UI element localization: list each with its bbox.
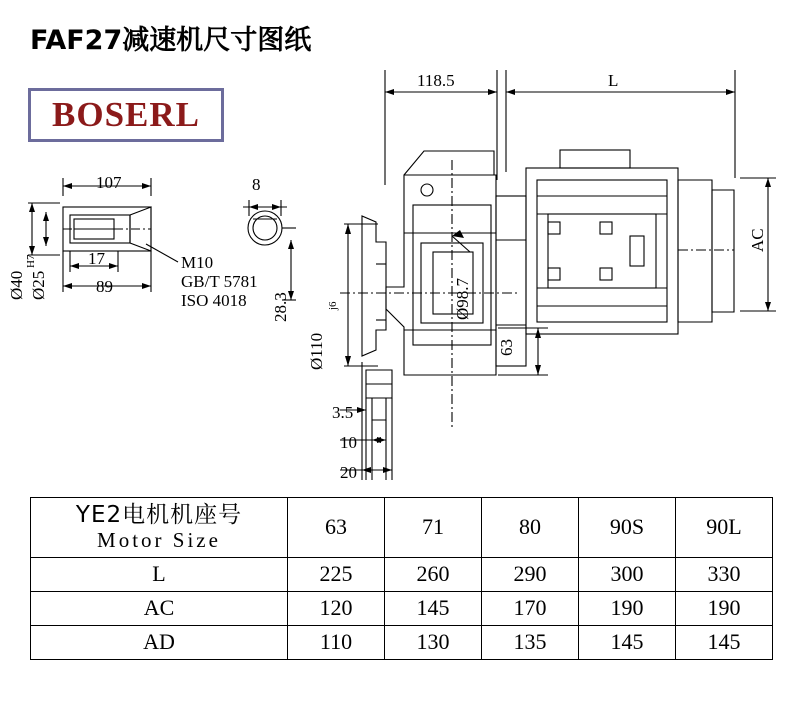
dim-L: L: [608, 71, 619, 90]
row-label-AD: AD: [31, 625, 288, 659]
cell-AD-0: 110: [288, 625, 385, 659]
cell-L-2: 290: [482, 557, 579, 591]
dim-8: 8: [252, 175, 261, 194]
row-label-AC: AC: [31, 591, 288, 625]
motor-size-3: 90S: [579, 498, 676, 558]
cell-AD-1: 130: [385, 625, 482, 659]
dim-d25: Ø25: [29, 270, 48, 300]
dim-j6: j6: [327, 301, 339, 310]
dim-98-7: Ø98.7: [453, 277, 472, 320]
dim-17: 17: [88, 249, 105, 268]
dim-107: 107: [96, 173, 122, 192]
cell-L-0: 225: [288, 557, 385, 591]
dim-iso: ISO 4018: [181, 291, 247, 310]
motor-size-0: 63: [288, 498, 385, 558]
dim-d40: Ø40: [7, 270, 26, 300]
cell-AD-2: 135: [482, 625, 579, 659]
cell-L-3: 300: [579, 557, 676, 591]
dim-110: Ø110: [307, 332, 326, 370]
table-row: [31, 625, 773, 659]
dim-28-3: 28.3: [271, 292, 290, 322]
cell-AC-4: 190: [676, 591, 773, 625]
dim-20: 20: [340, 463, 357, 482]
cell-AC-1: 145: [385, 591, 482, 625]
cell-AD-3: 145: [579, 625, 676, 659]
table-row: [31, 557, 773, 591]
cell-AC-3: 190: [579, 591, 676, 625]
dim-10: 10: [340, 433, 357, 452]
page-title: FAF27减速机尺寸图纸: [30, 25, 312, 56]
brand-logo-text: BOSERL: [52, 95, 200, 134]
motor-size-4: 90L: [676, 498, 773, 558]
dim-118-5: 118.5: [417, 71, 455, 90]
table-header-en: Motor Size: [97, 528, 221, 553]
dim-3-5: 3.5: [332, 403, 354, 422]
row-label-L: L: [31, 557, 288, 591]
dim-89: 89: [96, 277, 113, 296]
cell-AC-0: 120: [288, 591, 385, 625]
dim-m10: M10: [181, 253, 214, 272]
motor-size-2: 80: [482, 498, 579, 558]
motor-size-1: 71: [385, 498, 482, 558]
dim-63: 63: [497, 339, 516, 356]
motor-size-table: [30, 497, 773, 660]
table-row: [31, 591, 773, 625]
cell-L-4: 330: [676, 557, 773, 591]
dim-gb: GB/T 5781: [181, 272, 258, 291]
cell-AC-2: 170: [482, 591, 579, 625]
table-header-label: [31, 498, 288, 558]
table-header-cn: YE2电机机座号: [75, 502, 243, 528]
dim-AC: AC: [748, 228, 767, 252]
cell-AD-4: 145: [676, 625, 773, 659]
table-row-header: [31, 498, 773, 558]
cell-L-1: 260: [385, 557, 482, 591]
dim-d25-h7: H7: [25, 254, 37, 268]
